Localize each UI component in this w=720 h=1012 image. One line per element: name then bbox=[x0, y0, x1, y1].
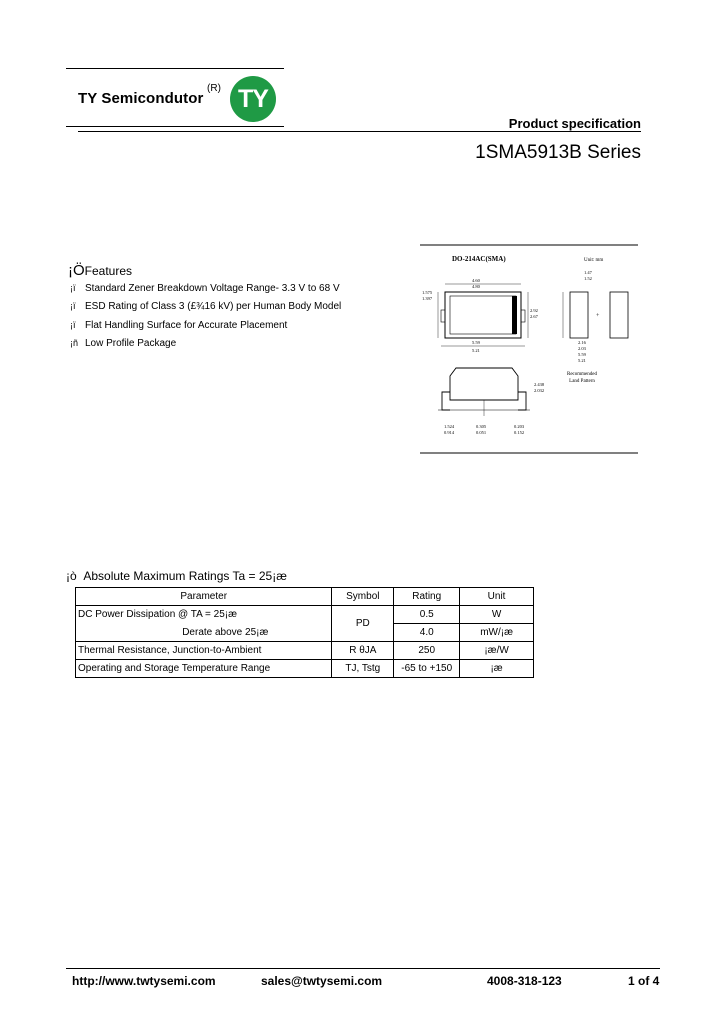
footer-rule bbox=[66, 968, 660, 969]
svg-text:1.575: 1.575 bbox=[422, 290, 433, 295]
unit-cell: W bbox=[460, 606, 534, 624]
symbol-cell: PD bbox=[332, 606, 394, 642]
footer-email-link[interactable]: sales@twtysemi.com bbox=[261, 974, 383, 988]
svg-text:2.92: 2.92 bbox=[530, 308, 538, 313]
table-header-row bbox=[76, 588, 534, 606]
package-outline-drawing bbox=[420, 244, 640, 454]
svg-text:5.59: 5.59 bbox=[472, 340, 480, 345]
symbol-cell: TJ, Tstg bbox=[332, 660, 394, 678]
features-heading bbox=[68, 262, 132, 279]
land-pad-left bbox=[570, 292, 588, 338]
footer-phone: 4008-318-123 bbox=[487, 974, 562, 988]
body-side-view bbox=[450, 368, 518, 400]
land-pad-right bbox=[610, 292, 628, 338]
svg-text:5.21: 5.21 bbox=[472, 348, 480, 353]
feature-item: ¡ï Flat Handling Surface for Accurate Placement bbox=[70, 320, 288, 331]
page-number: 1 of 4 bbox=[628, 974, 660, 988]
bullet-icon: ¡ñ bbox=[70, 338, 79, 348]
ratings-heading: ¡ò Absolute Maximum Ratings Ta = 25¡æ bbox=[66, 569, 287, 583]
svg-text:+: + bbox=[596, 313, 600, 319]
product-specification-label: Product specification bbox=[508, 116, 641, 131]
svg-text:2.67: 2.67 bbox=[530, 314, 538, 319]
table-row bbox=[76, 660, 534, 678]
features-heading-text: Features bbox=[84, 264, 133, 278]
column-header: Unit bbox=[460, 588, 534, 606]
parameter-cell: Derate above 25¡æ bbox=[76, 624, 332, 642]
svg-text:0.051: 0.051 bbox=[476, 430, 487, 435]
parameter-cell: Thermal Resistance, Junction-to-Ambient bbox=[76, 642, 332, 660]
bullet-icon: ¡ï bbox=[70, 301, 76, 311]
rating-cell: 4.0 bbox=[394, 624, 460, 642]
spec-rule bbox=[78, 131, 641, 132]
land-pattern-label: Land Pattern bbox=[569, 379, 595, 384]
table-row bbox=[76, 642, 534, 660]
table-row bbox=[76, 624, 534, 642]
svg-text:4.60: 4.60 bbox=[472, 278, 480, 283]
svg-text:4.80: 4.80 bbox=[472, 284, 480, 289]
company-name: TY Semicondutor bbox=[78, 90, 204, 107]
svg-text:2.03: 2.03 bbox=[578, 346, 586, 351]
svg-text:1.524: 1.524 bbox=[444, 424, 455, 429]
svg-text:2.032: 2.032 bbox=[534, 388, 545, 393]
feature-item: ¡ï ESD Rating of Class 3 (£¾16 kV) per Human Body Model bbox=[70, 301, 342, 312]
features-heading-glyph: ¡Ö bbox=[68, 262, 85, 279]
svg-text:0.152: 0.152 bbox=[514, 430, 525, 435]
absolute-maximum-ratings-table bbox=[75, 587, 534, 678]
rating-cell: 250 bbox=[394, 642, 460, 660]
unit-cell: mW/¡æ bbox=[460, 624, 534, 642]
rating-cell: 0.5 bbox=[394, 606, 460, 624]
feature-item: ¡ï Standard Zener Breakdown Voltage Range- 3.3 V to 68 V bbox=[70, 283, 340, 294]
svg-text:1.52: 1.52 bbox=[584, 276, 592, 281]
svg-text:0.914: 0.914 bbox=[444, 430, 455, 435]
svg-text:1.47: 1.47 bbox=[584, 270, 592, 275]
column-header: Rating bbox=[394, 588, 460, 606]
unit-cell: ¡æ bbox=[460, 660, 534, 678]
units-label: Unit: mm bbox=[584, 258, 604, 263]
body-top-view bbox=[445, 292, 521, 338]
rating-cell: -65 to +150 bbox=[394, 660, 460, 678]
cathode-band bbox=[512, 296, 517, 334]
svg-text:0.305: 0.305 bbox=[476, 424, 487, 429]
bullet-icon: ¡ï bbox=[70, 283, 76, 293]
svg-text:0.203: 0.203 bbox=[514, 424, 525, 429]
column-header: Parameter bbox=[76, 588, 332, 606]
svg-text:2.16: 2.16 bbox=[578, 340, 586, 345]
column-header: Symbol bbox=[332, 588, 394, 606]
feature-item: ¡ñ Low Profile Package bbox=[70, 338, 177, 349]
package-title: DO-214AC(SMA) bbox=[452, 255, 506, 263]
svg-text:2.438: 2.438 bbox=[534, 382, 545, 387]
parameter-cell: Operating and Storage Temperature Range bbox=[76, 660, 332, 678]
unit-cell: ¡æ/W bbox=[460, 642, 534, 660]
ty-logo: TY bbox=[230, 76, 276, 122]
parameter-cell: DC Power Dissipation @ TA = 25¡æ bbox=[76, 606, 332, 624]
symbol-cell: R θJA bbox=[332, 642, 394, 660]
recommended-label: Recommended bbox=[567, 372, 597, 377]
svg-text:1.397: 1.397 bbox=[422, 296, 433, 301]
header-top-rule bbox=[66, 68, 284, 69]
table-row bbox=[76, 606, 534, 624]
header-bottom-rule bbox=[66, 126, 284, 127]
footer-url-link[interactable]: http://www.twtysemi.com bbox=[72, 974, 216, 988]
svg-text:5.21: 5.21 bbox=[578, 358, 586, 363]
series-title: 1SMA5913B Series bbox=[475, 142, 641, 163]
svg-text:5.59: 5.59 bbox=[578, 352, 586, 357]
bullet-icon: ¡ï bbox=[70, 320, 76, 330]
registered-mark: (R) bbox=[207, 83, 221, 94]
